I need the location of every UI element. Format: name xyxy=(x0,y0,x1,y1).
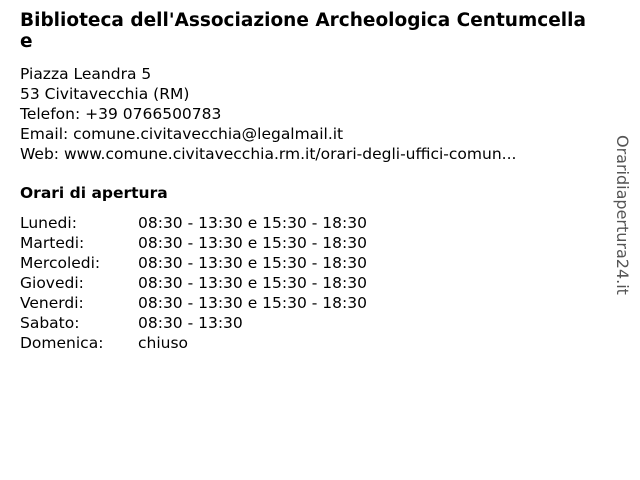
time-value: 08:30 - 13:30 e 15:30 - 18:30 xyxy=(138,274,367,292)
time-value: 08:30 - 13:30 e 15:30 - 18:30 xyxy=(138,234,367,252)
library-title: Biblioteca dell'Associazione Archeologica Centumcellae xyxy=(20,10,586,52)
day-label: Lunedi: xyxy=(20,214,77,232)
time-value: 08:30 - 13:30 xyxy=(138,314,243,332)
time-value: chiuso xyxy=(138,334,189,352)
day-label: Venerdi: xyxy=(20,294,84,312)
city-address: 53 Civitavecchia (RM) xyxy=(20,85,190,103)
time-value: 08:30 - 13:30 e 15:30 - 18:30 xyxy=(138,294,367,312)
day-label: Giovedi: xyxy=(20,274,84,292)
website-url: Web: www.comune.civitavecchia.rm.it/orari-degli-uffici-comun... xyxy=(20,145,517,163)
street-address: Piazza Leandra 5 xyxy=(20,65,152,83)
day-label: Mercoledi: xyxy=(20,254,101,272)
time-value: 08:30 - 13:30 e 15:30 - 18:30 xyxy=(138,254,367,272)
day-label: Sabato: xyxy=(20,314,80,332)
email-address: Email: comune.civitavecchia@legalmail.it xyxy=(20,125,344,143)
time-value: 08:30 - 13:30 e 15:30 - 18:30 xyxy=(138,214,367,232)
site-watermark xyxy=(612,135,632,310)
opening-hours-heading: Orari di apertura xyxy=(20,184,168,202)
day-label: Martedi: xyxy=(20,234,85,252)
day-label: Domenica: xyxy=(20,334,104,352)
phone-number: Telefon: +39 0766500783 xyxy=(20,105,222,123)
contact-block xyxy=(20,64,516,164)
site-watermark-text: Oraridiapertura24.it xyxy=(613,135,632,295)
